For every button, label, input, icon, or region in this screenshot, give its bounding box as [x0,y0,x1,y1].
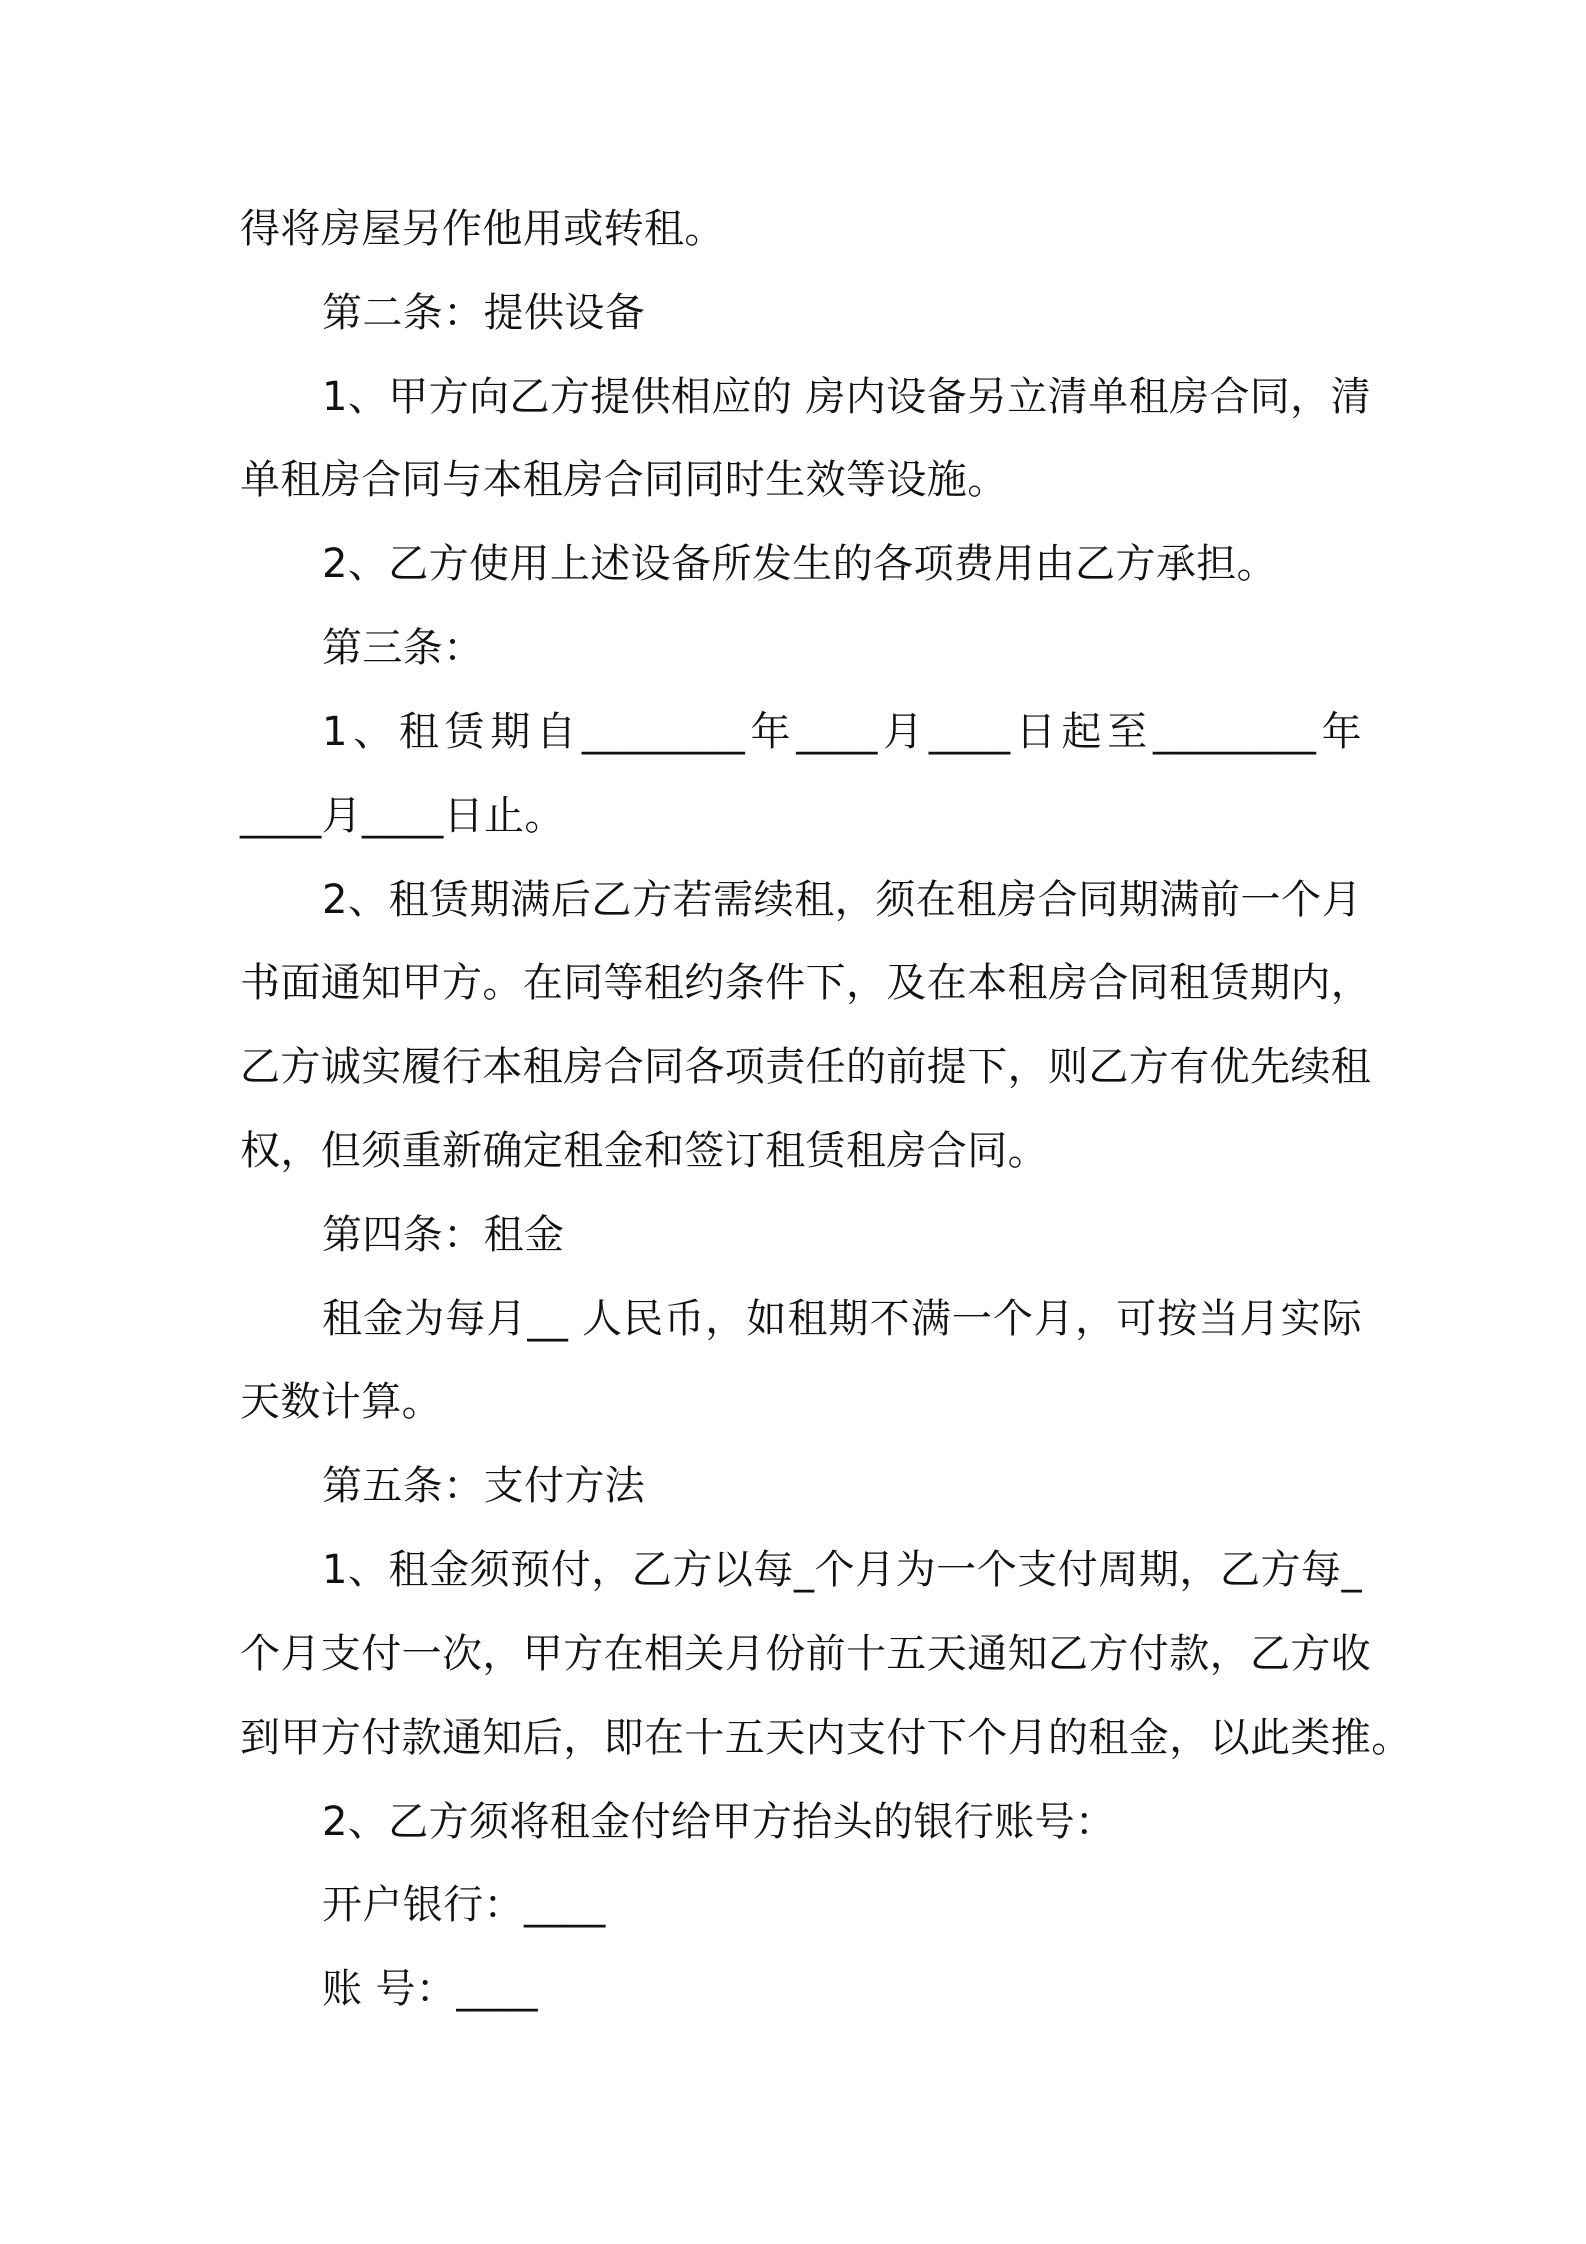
text-line-15: 天数计算。 [240,1379,442,1425]
text-line-10: 书面通知甲方。在同等租约条件下，及在本租房合同租赁期内， [240,960,1372,1006]
text-line-18: 个月支付一次，甲方在相关月份前十五天通知乙方付款，乙方收 [240,1631,1372,1677]
article-2-heading: 第二条：提供设备 [322,290,646,336]
article-3-heading: 第三条： [322,625,484,671]
text-line-12: 权，但须重新确定租金和签订租赁租房合同。 [240,1128,1048,1174]
text-line-8: ____月____日止。 [240,793,565,839]
text-line-3: 1、甲方向乙方提供相应的 房内设备另立清单租房合同，清 [322,374,1371,420]
bank-name-field: 开户银行：____ [322,1882,606,1928]
text-line-20: 2、乙方须将租金付给甲方抬头的银行账号： [322,1799,1116,1845]
account-number-field: 账 号：____ [322,1966,538,2012]
text-line-11: 乙方诚实履行本租房合同各项责任的前提下，则乙方有优先续租 [240,1044,1372,1090]
text-line-4: 单租房合同与本租房合同同时生效等设施。 [240,457,1008,503]
text-line-9: 2、租赁期满后乙方若需续租，须在租房合同期满前一个月 [322,877,1362,923]
article-4-heading: 第四条：租金 [322,1212,565,1258]
text-line-1: 得将房屋另作他用或转租。 [240,206,725,252]
text-line-19: 到甲方付款通知后，即在十五天内支付下个月的租金，以此类推。 [240,1715,1412,1761]
text-line-7: 1、租赁期自________年____月____日起至________年 [322,709,1362,755]
text-line-14: 租金为每月__ 人民币，如租期不满一个月，可按当月实际 [322,1296,1362,1342]
text-line-17: 1、租金须预付，乙方以每_个月为一个支付周期，乙方每_ [322,1547,1362,1593]
text-line-5: 2、乙方使用上述设备所发生的各项费用由乙方承担。 [322,541,1278,587]
article-5-heading: 第五条：支付方法 [322,1463,646,1509]
